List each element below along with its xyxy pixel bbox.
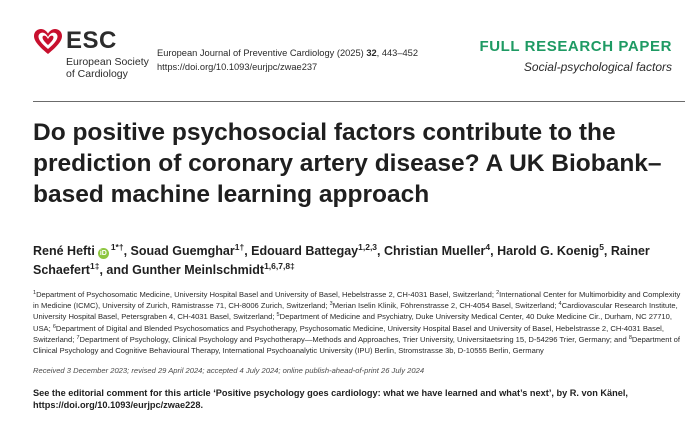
affiliation-number: 6 [52,323,56,330]
author-affiliation-mark: 1† [234,242,245,252]
author-separator: , [603,244,611,258]
logo-society-name [66,56,149,80]
author-separator: , [377,244,384,258]
affiliation-number: 3 [329,301,333,308]
citation-prefix: European Journal of Preventive Cardiology (2025) [157,48,367,58]
author-name[interactable]: Souad Guemghar [130,244,235,258]
author-name[interactable]: Edouard Battegay [251,244,359,258]
citation-pages: , 443–452 [376,48,419,58]
author-affiliation-mark: 1,2,3 [358,242,378,252]
received-dates: Received 3 December 2023; revised 29 April 2024; accepted 4 July 2024; online publish-ahead-of-print 26 July 2024 [33,366,425,375]
affiliation-number: 7 [76,334,80,341]
esc-logo[interactable] [33,28,153,88]
affiliation-text: Cardiovascular Research Institute, University Hospital Basel, Petersgraben 4, CH-4031 Basel, Switzerland; [33,301,678,322]
affiliations [33,289,685,356]
affiliation-text: Department of Psychology, Clinical Psychology and Psychotherapy—Methods and Approaches, Trier University, Universitaetsring 15, D-54296 Trier, Germany; and [79,334,629,344]
affiliation-text: Department of Clinical Psychology and Cognitive Behavioural Therapy, International Psychoanalytic University (IPU) Berlin, Stromstrasse 3b, D-10555 Berlin, Germany [33,334,680,356]
journal-citation [157,46,418,74]
paper-category: Social-psychological factors [523,60,672,74]
heart-icon [33,28,63,56]
logo-line-1: European Society [66,56,149,68]
author-affiliation-mark: 4 [485,242,491,252]
author-separator: , [244,244,252,258]
editorial-note[interactable]: See the editorial comment for this article ‘Positive psychology goes cardiology: what we have learned and what’s next’, by R. von Känel, https://doi.org/10.1093/eurjpc/zwae228. [33,388,628,410]
author-name[interactable]: René Hefti [33,244,95,258]
author-name[interactable]: Christian Mueller [383,244,486,258]
article-title: Do positive psychosocial factors contribute to the prediction of coronary artery disease? A UK Biobank–based machine learning approach [33,119,662,208]
author-name[interactable]: Harold G. Koenig [497,244,600,258]
affiliation-number: 5 [276,312,280,319]
affiliation-text: Department of Psychosomatic Medicine, University Hospital Basel and University of Basel, Hebelstrasse 2, CH-4031 Basel, Switzerland; [36,290,497,299]
author-affiliation-mark: 5 [599,242,604,252]
author-affiliation-mark: 1,6,7,8‡ [264,261,295,271]
author-separator: , and [99,263,133,277]
citation-line [157,46,418,60]
author-affiliation-mark: 1*† [110,242,124,252]
logo-line-2: of Cardiology [66,68,128,80]
article-header [0,0,692,98]
affiliation-text: Department of Medicine and Psychiatry, Duke University Medical Center, 40 Duke Medicine Cir., Durham, NC 27710, USA; [33,312,672,333]
author-separator: , [490,244,498,258]
doi-link[interactable]: https://doi.org/10.1093/eurjpc/zwae237 [157,62,318,72]
affiliation-number: 8 [628,334,632,341]
paper-type-label: FULL RESEARCH PAPER [479,38,672,55]
header-divider [33,101,685,102]
orcid-icon[interactable]: iD [99,250,107,257]
author-separator: , [123,244,131,258]
author-name[interactable]: Rainer Schaefert [33,244,650,277]
author-list [33,242,683,280]
affiliation-number: 1 [33,290,37,296]
logo-esc-text: ESC [66,27,117,54]
citation-volume: 32 [366,48,377,58]
affiliation-number: 2 [496,290,500,296]
author-affiliation-mark: 1‡ [89,261,100,271]
affiliation-text: Department of Digital and Blended Psychosomatics and Psychotherapy, Psychosomatic Medicine, University Hospital Basel and University of Basel, Hebelstrasse 2, CH-4031 Basel, Switzerland; [33,323,664,344]
author-name[interactable]: Gunther Meinlschmidt [132,263,265,277]
affiliation-number: 4 [558,301,562,308]
affiliation-text: International Center for Multimorbidity and Complexity in Medicine (ICMC), University of Zurich, Rämistrasse 71, CH-8006 Zurich, Switzerland; [33,290,681,311]
affiliation-text: Merian Iselin Klinik, Föhrenstrasse 2, CH-4054 Basel, Switzerland; [332,301,559,311]
